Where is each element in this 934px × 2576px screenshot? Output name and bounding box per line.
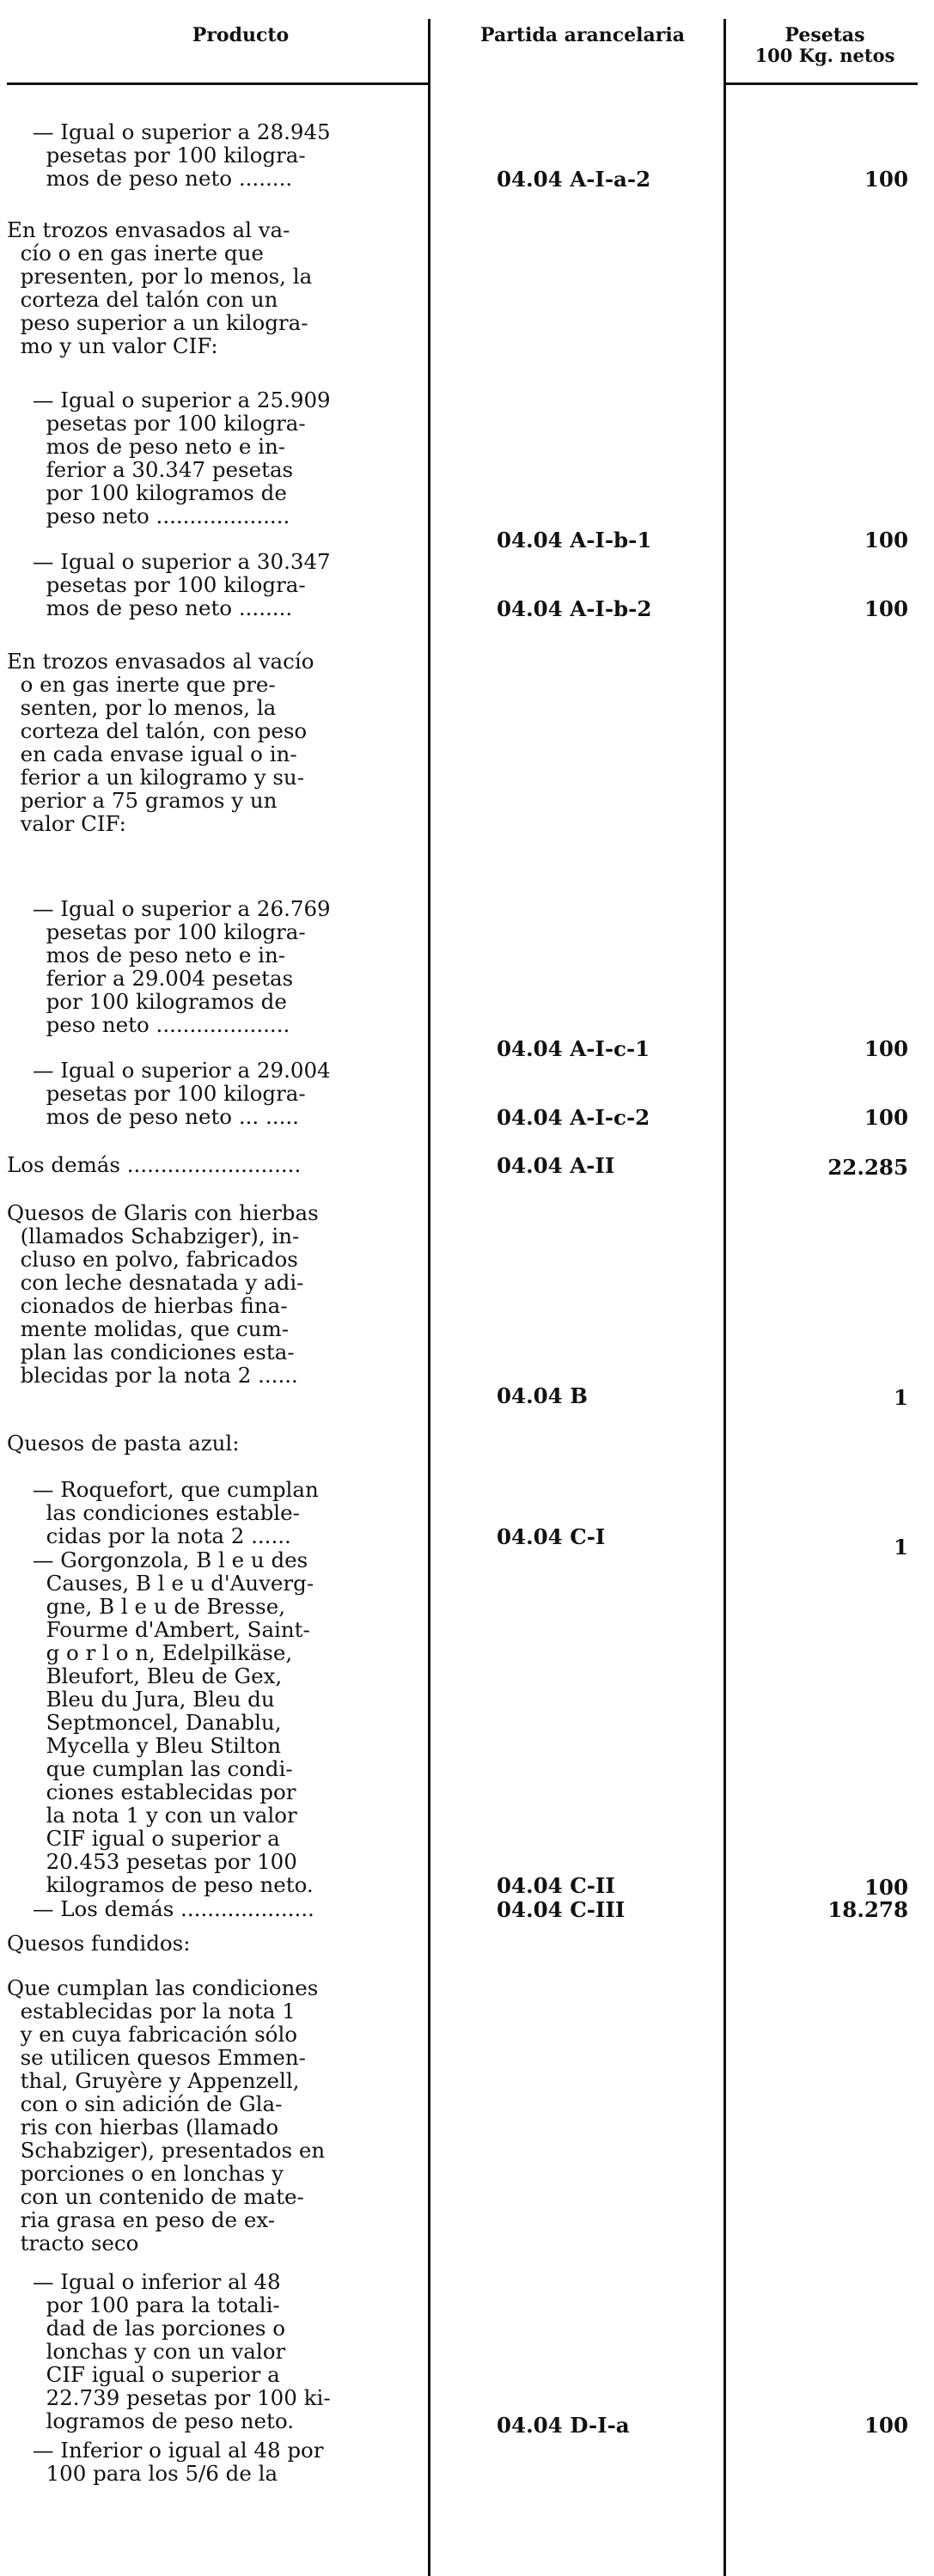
header-producto: Producto xyxy=(192,24,290,46)
row-rate: 100 xyxy=(864,1036,908,1061)
row-code: 04.04 A-I-c-1 xyxy=(497,1036,650,1061)
row-code: 04.04 A-I-c-2 xyxy=(497,1105,650,1130)
header-rule xyxy=(7,82,428,85)
header-pesetas-label: Pesetas xyxy=(784,24,865,46)
row-text: Quesos de pasta azul: xyxy=(7,1431,240,1456)
row-rate: 100 xyxy=(864,596,908,621)
row-text: Los demás .......................... xyxy=(7,1152,302,1177)
row-code: 04.04 C-III xyxy=(497,1897,626,1922)
row-rate: 100 xyxy=(864,1875,908,1900)
row-code: 04.04 C-II xyxy=(497,1873,615,1898)
header-rule-right xyxy=(723,82,918,85)
row-text: — Igual o inferior al 48 por 100 para la totali- dad de las porciones o lonchas y con un valor CIF igual o superior a 22.739 pesetas por 100 ki- logramos de peso neto. xyxy=(33,2269,331,2433)
row-text: En trozos envasados al vacío o en gas inerte que pre- senten, por lo menos, la corteza del talón, con peso en cada envase igual o in- ferior a un kilogramo y su- perior a 75 gramos y un valor CIF: xyxy=(7,649,314,836)
column-divider-right xyxy=(723,19,726,2576)
header-pesetas xyxy=(730,24,919,65)
row-code: 04.04 A-II xyxy=(497,1153,615,1178)
row-text: — Los demás .................... xyxy=(33,1896,314,1921)
row-code: 04.04 A-I-b-1 xyxy=(497,528,652,552)
row-rate: 100 xyxy=(864,2413,908,2438)
row-text: — Gorgonzola, B l e u des Causes, B l e u d'Auverg- gne, B l e u de Bresse, Fourme d'Ambert, Saint- g o r l o n, Edelpilkäse, Bleufort, Bleu de Gex, Bleu du Jura, Bleu du Septmoncel, Danablu, Mycella y Bleu Stilton que cumplan las condi- ciones establecidas por la nota 1 y con un valor CIF igual o superior a 20.453 pesetas por 100 kilogramos de peso neto. xyxy=(33,1547,314,1897)
row-rate: 1 xyxy=(893,1385,908,1410)
row-text: — Igual o superior a 25.909 pesetas por 100 kilogra- mos de peso neto e in- ferior a 30.347 pesetas por 100 kilogramos de peso neto .................... xyxy=(33,388,331,528)
row-text: — Roquefort, que cumplan las condiciones estable- cidas por la nota 2 ...... xyxy=(33,1477,319,1548)
row-text: — Igual o superior a 26.769 pesetas por 100 kilogra- mos de peso neto e in- ferior a 29.004 pesetas por 100 kilogramos de peso neto .................... xyxy=(33,896,331,1037)
row-text: Quesos fundidos: xyxy=(7,1931,191,1956)
row-text: — Igual o superior a 29.004 pesetas por 100 kilogra- mos de peso neto ... ..... xyxy=(33,1058,331,1129)
header-pesetas-unit: 100 Kg. netos xyxy=(754,45,895,66)
row-text: — Igual o superior a 28.945 pesetas por 100 kilogra- mos de peso neto ........ xyxy=(33,119,331,191)
column-divider-left xyxy=(428,19,430,2576)
header-partida: Partida arancelaria xyxy=(480,24,685,46)
row-text: Que cumplan las condiciones establecidas por la nota 1 y en cuya fabricación sólo se utilicen quesos Emmen- thal, Gruyère y Appenzell, con o sin adición de Gla- ris con hierbas (llamado Schabziger), presentados en porciones o en lonchas y con un contenido de mate- ria grasa en peso de ex- tracto seco xyxy=(7,1975,326,2256)
row-rate: 22.285 xyxy=(827,1155,908,1180)
row-text: En trozos envasados al va- cío o en gas inerte que presenten, por lo menos, la corteza del talón con un peso superior a un kilogra- mo y un valor CIF: xyxy=(7,217,313,358)
row-code: 04.04 A-I-a-2 xyxy=(497,167,651,192)
row-rate: 18.278 xyxy=(827,1897,908,1922)
row-code: 04.04 A-I-b-2 xyxy=(497,596,652,621)
row-rate: 100 xyxy=(864,167,908,192)
row-text: — Inferior o igual al 48 por 100 para los 5/6 de la xyxy=(33,2438,324,2486)
row-text: — Igual o superior a 30.347 pesetas por 100 kilogra- mos de peso neto ........ xyxy=(33,549,331,620)
row-rate: 1 xyxy=(893,1535,908,1560)
row-code: 04.04 C-I xyxy=(497,1524,606,1549)
row-rate: 100 xyxy=(864,1105,908,1130)
row-text: Quesos de Glaris con hierbas (llamados Schabziger), in- cluso en polvo, fabricados con leche desnatada y adi- cionados de hierbas fina- mente molidas, que cum- plan las condiciones esta- blecidas por la nota 2 ...... xyxy=(7,1200,319,1388)
row-rate: 100 xyxy=(864,528,908,552)
row-code: 04.04 D-I-a xyxy=(497,2413,630,2438)
row-code: 04.04 B xyxy=(497,1383,588,1408)
